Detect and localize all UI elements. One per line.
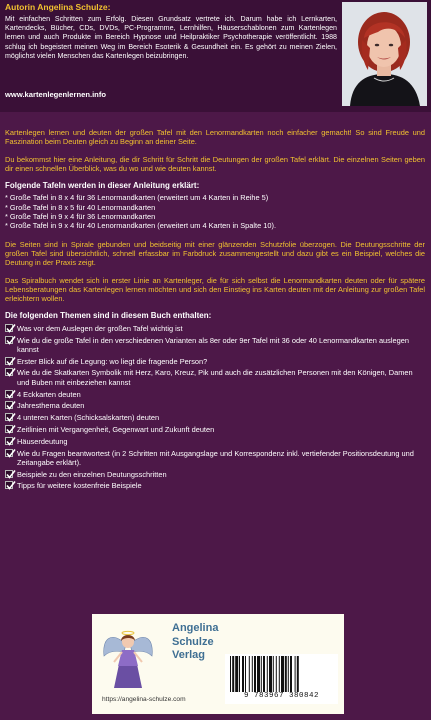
theme-item (5, 437, 425, 446)
theme-label: Was vor dem Auslegen der großen Tafel wichtig ist (17, 323, 183, 333)
checkbox-checked-icon (5, 437, 13, 445)
barcode-bar (267, 656, 268, 692)
details-paragraph-1: Die Seiten sind in Spirale gebunden und beidseitig mit einer glänzenden Schutzfolie überzogen. Die Deutungsschritte der großen Tafel sind übersichtlich, schnell erfassbar im Farbdruck zusammengestellt und dazu gibt es ein Beispiel, welches die Deutung in der Praxis zeigt. (5, 239, 425, 268)
intro-paragraph-1: Kartenlegen lernen und deuten der großen Tafel mit den Lenormandkarten noch einfacher gemacht! So sind Freude und Faszination beim Deuten gleich zu Beginn an deiner Seite. (5, 128, 425, 147)
theme-label: Häuserdeutung (17, 436, 68, 446)
checkbox-checked-icon (5, 449, 13, 457)
checkbox-checked-icon (5, 470, 13, 478)
checkbox-checked-icon (5, 425, 13, 433)
checkbox-checked-icon (5, 481, 13, 489)
barcode-bar (261, 656, 262, 692)
barcode-bar (252, 656, 253, 692)
publisher-box (92, 614, 344, 714)
checkbox-checked-icon (5, 357, 13, 365)
barcode-bar (279, 656, 280, 692)
details-paragraph-2: Das Spiralbuch wendet sich in erster Linie an Kartenleger, die für sich selbst die Lenormandkarten deuten oder für spätere Lebensberatungen das Kartenlegen lernen möchten und sich den Einstieg ins Karten deuten mit der Anleitung zur großen Tafel erleichtern wollen. (5, 275, 425, 304)
barcode-bar (263, 656, 265, 692)
isbn-barcode (225, 654, 338, 704)
theme-item (5, 481, 425, 490)
theme-label: 4 Eckkarten deuten (17, 389, 81, 399)
theme-label: 4 unteren Karten (Schicksalskarten) deuten (17, 413, 160, 423)
barcode-bar (254, 656, 256, 692)
tafel-item: * Große Tafel in 8 x 5 für 40 Lenormandkarten (5, 202, 156, 212)
theme-item (5, 368, 425, 387)
author-photo (342, 2, 427, 106)
checkbox-checked-icon (5, 390, 13, 398)
theme-label: Wie du die Skatkarten Symbolik mit Herz, Karo, Kreuz, Pik und auch die zusätzlichen Personen mit den Königen, Damen und Buben mit einbeziehen kannst (17, 368, 413, 387)
theme-label: Wie du die große Tafel in den verschiedenen Varianten als 8er oder 9er Tafel mit 36 oder 40 Lenormandkarten auslegen kannst (17, 335, 409, 354)
tafeln-heading: Folgende Tafeln werden in dieser Anleitung erklärt: (5, 181, 200, 191)
tafel-item: * Große Tafel in 9 x 4 für 40 Lenormandkarten (erweitert um 4 Karten in Spalte 10). (5, 221, 276, 231)
barcode-bar (245, 656, 246, 692)
angel-logo (100, 622, 156, 692)
tafel-item: * Große Tafel in 9 x 4 für 36 Lenormandkarten (5, 212, 156, 222)
barcode-bar (276, 656, 277, 692)
theme-item (5, 401, 425, 410)
barcode-bar (273, 656, 274, 692)
checkbox-checked-icon (5, 324, 13, 332)
theme-label: Wie du Fragen beantwortest (in 2 Schritten mit Ausgangslage und Korrespondenz inkl. vertiefender Positionsdeutung und Zeitangabe erklärt). (17, 448, 414, 467)
barcode-bar (235, 656, 238, 692)
checkbox-checked-icon (5, 336, 13, 344)
barcode-bar (249, 656, 250, 692)
theme-item (5, 425, 425, 434)
theme-item (5, 357, 425, 366)
barcode-bar (285, 656, 287, 692)
barcode-bar (232, 656, 234, 692)
barcode-bar (281, 656, 284, 692)
barcode-bar (230, 656, 231, 692)
checkbox-checked-icon (5, 368, 13, 376)
barcode-bar (288, 656, 289, 692)
theme-label: Erster Blick auf die Legung: wo liegt die fragende Person? (17, 356, 208, 366)
barcode-number: 9 783967 380842 (243, 692, 319, 700)
barcode-bar (290, 656, 292, 692)
theme-label: Tipps für weitere kostenfreie Beispiele (17, 481, 142, 491)
publisher-url: https://angelina-schulze.com (102, 696, 186, 703)
barcode-bar (239, 656, 240, 692)
publisher-name-line: Verlag (172, 649, 206, 661)
theme-item (5, 336, 425, 355)
theme-label: Beispiele zu den einzelnen Deutungsschritten (17, 469, 167, 479)
barcode-bar (295, 656, 296, 692)
author-website: www.kartenlegenlernen.info (5, 90, 106, 99)
publisher-name-line: Schulze (172, 635, 214, 648)
theme-item (5, 324, 425, 333)
barcode-bars (229, 656, 334, 692)
checkbox-checked-icon (5, 401, 13, 409)
tafel-item: * Große Tafel in 8 x 4 für 36 Lenormandkarten (erweitert um 4 Karten in Reihe 5) (5, 193, 269, 203)
themes-list (5, 324, 425, 491)
barcode-bar (297, 656, 299, 692)
theme-item (5, 449, 425, 468)
publisher-name (172, 622, 218, 663)
tafeln-list (5, 193, 425, 230)
author-bio: Mit einfachen Schritten zum Erfolg. Diesen Grundsatz vertrete ich. Darum habe ich Lernkarten, Kartendecks, Bücher, CDs, DVDs, PC-Programme, Lernhilfen, Häuserschablonen zum Kartenlegen lernen und auch Produkte im Bereich Hypnose und Heilpraktiker Psychotherapie veröffentlicht. 1988 schlug ich begeistert meinen Weg im Bereich Esoterik & Gesundheit ein. Es gehört zu meinen Zielen, möglichst vielen Menschen das Kartenlegen beizubringen. (5, 15, 337, 60)
theme-item (5, 470, 425, 479)
barcode-bar (269, 656, 272, 692)
barcode-bar (257, 656, 260, 692)
barcode-bar (242, 656, 244, 692)
main-content (5, 128, 425, 493)
theme-label: Zeitlinien mit Vergangenheit, Gegenwart und Zukunft deuten (17, 424, 215, 434)
theme-item (5, 413, 425, 422)
intro-paragraph-2: Du bekommst hier eine Anleitung, die dir Schritt für Schritt die Deutungen der großen Tafel erklärt. Die einzelnen Seiten geben dir einen schnellen Überblick, was du wo und wie deuten kannst. (5, 154, 425, 173)
author-box (0, 0, 431, 112)
author-title: Autorin Angelina Schulze: (5, 2, 111, 12)
checkbox-checked-icon (5, 413, 13, 421)
theme-label: Jahresthema deuten (17, 401, 85, 411)
themes-heading: Die folgenden Themen sind in diesem Buch enthalten: (5, 311, 212, 321)
theme-item (5, 390, 425, 399)
publisher-name-line: Angelina (172, 622, 219, 634)
